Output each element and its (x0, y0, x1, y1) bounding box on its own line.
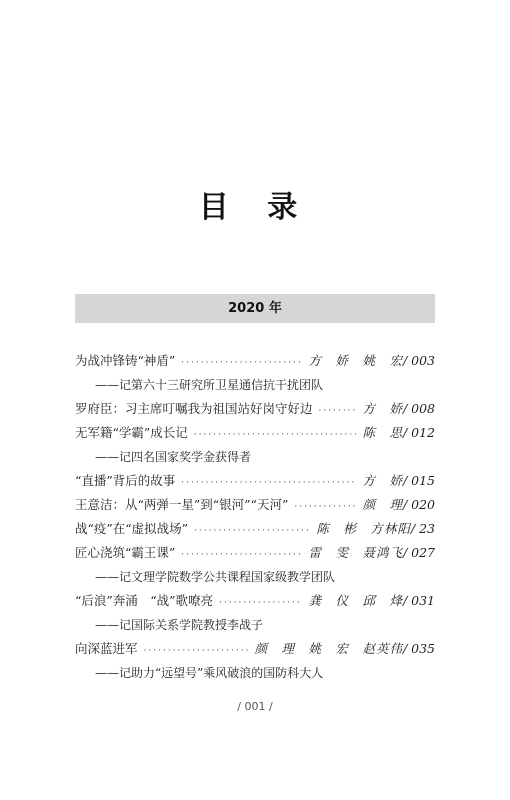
toc-entry-title: 王意洁：从“两弹一星”到“银河”“天河” (75, 497, 289, 512)
toc-entry-page: / 012 (402, 425, 435, 440)
dot-leader (194, 519, 310, 543)
toc-entry[interactable] (75, 493, 435, 517)
toc-entry-author: 雷 雯 聂鸿飞 (308, 545, 403, 560)
page-number: ∕ 001 ∕ (237, 700, 273, 713)
dot-leader (144, 639, 249, 663)
toc-entry-page: / 015 (402, 473, 435, 488)
toc-entry-page: / 020 (402, 497, 435, 512)
toc-entry-page: / 003 (402, 353, 435, 368)
toc-entry-title: 向深蓝进军 (75, 641, 138, 656)
dot-leader (319, 399, 357, 423)
toc-entry-author: 颜 理 (362, 497, 403, 512)
toc-entry-page: / 031 (402, 593, 435, 608)
toc-entry-title: “后浪”奔涌 “战”歌嘹亮 (75, 593, 214, 608)
toc-entry-title: 罗府臣：习主席叮嘱我为祖国站好岗守好边 (75, 401, 313, 416)
toc-entry-title: 战“疫”在“虚拟战场” (75, 521, 189, 536)
toc-entry-title: 匠心浇筑“霸王课” (75, 545, 176, 560)
toc-entry-title: 无军籍“学霸”成长记 (75, 425, 188, 440)
toc-entry-subtitle: ——记文理学院数学公共课程国家级教学团队 (95, 570, 336, 584)
toc-entry-author: 方 娇 (362, 401, 403, 416)
toc-list (75, 349, 435, 685)
toc-entry-subtitle: ——记第六十三研究所卫星通信抗干扰团队 (95, 378, 324, 392)
toc-entry-title: “直播”背后的故事 (75, 473, 176, 488)
year-header: 2020 年 (75, 294, 435, 323)
toc-entry[interactable] (75, 397, 435, 421)
toc-entry-author: 陈 思 (362, 425, 403, 440)
dot-leader (181, 543, 302, 567)
toc-entry[interactable] (75, 637, 435, 661)
toc-entry[interactable] (75, 421, 435, 445)
toc-entry-author: 龚 仪 邱 烽 (308, 593, 403, 608)
toc-entry-author: 陈 彬 方林阳 (316, 521, 411, 536)
toc-entry-subtitle: ——记助力“远望号”乘风破浪的国防科大人 (95, 666, 324, 680)
toc-entry[interactable] (75, 589, 435, 613)
toc-entry[interactable] (75, 469, 435, 493)
toc-entry-title: 为战冲锋铸“神盾” (75, 353, 176, 368)
toc-entry-page: / 035 (402, 641, 435, 656)
dot-leader (219, 591, 302, 615)
toc-entry-subtitle: ——记四名国家奖学金获得者 (95, 450, 252, 464)
toc-entry-author: 方 娇 (362, 473, 403, 488)
toc-entry-author: 方 娇 姚 宏 (308, 353, 403, 368)
toc-entry-author: 颜 理 姚 宏 赵英伟 (254, 641, 403, 656)
dot-leader (181, 351, 302, 375)
toc-entry-page: / 027 (402, 545, 435, 560)
page-title: 目 录 (198, 190, 312, 225)
toc-entry[interactable] (75, 541, 435, 565)
toc-entry-page: / 23 (410, 521, 435, 536)
dot-leader (181, 471, 356, 495)
dot-leader (194, 423, 357, 447)
toc-entry[interactable] (75, 349, 435, 373)
dot-leader (294, 495, 356, 519)
toc-entry[interactable] (75, 517, 435, 541)
toc-entry-page: / 008 (402, 401, 435, 416)
toc-entry-subtitle: ——记国际关系学院教授李战子 (95, 618, 264, 632)
